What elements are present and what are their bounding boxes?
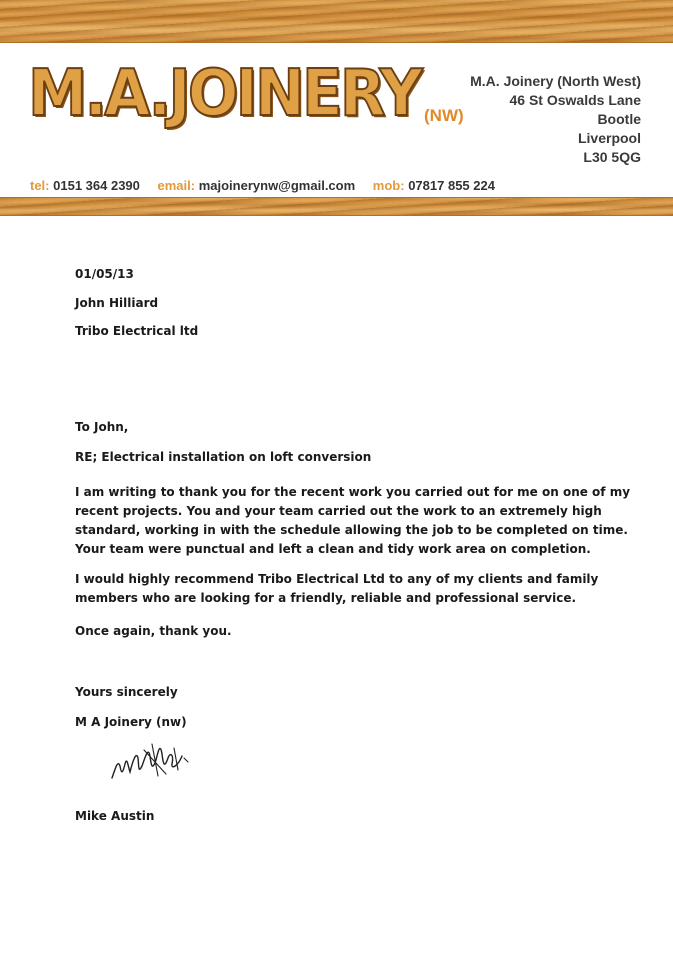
company-logo-suffix: (NW) xyxy=(424,106,464,125)
tel-value: 0151 364 2390 xyxy=(53,178,140,193)
letter-date: 01/05/13 xyxy=(75,267,134,281)
address-line: Bootle xyxy=(597,111,641,127)
company-address xyxy=(470,72,641,167)
closing: Yours sincerely xyxy=(75,685,178,699)
body-paragraph: I am writing to thank you for the recent work you carried out for me on one of my recent projects. You and your team carried out the work to an extremely high standard, working in with the schedule allowing the job to be completed on time. Your team were punctual and left a clean and tidy work area on completion. xyxy=(75,485,631,556)
email-label: email: xyxy=(157,178,196,193)
subject-line: RE; Electrical installation on loft conversion xyxy=(75,450,372,464)
address-line: Liverpool xyxy=(577,130,641,146)
mob-label: mob: xyxy=(372,178,405,193)
address-line: L30 5QG xyxy=(583,149,641,165)
address-line: M.A. Joinery (North West) xyxy=(470,73,641,89)
tel-label: tel: xyxy=(30,178,50,193)
letterhead-wood-banner-bottom xyxy=(0,197,673,216)
handwritten-signature xyxy=(108,736,192,786)
recipient-name: John Hilliard xyxy=(75,296,159,310)
sender-name: Mike Austin xyxy=(75,809,155,823)
salutation: To John, xyxy=(75,420,129,434)
sender-company: M A Joinery (nw) xyxy=(75,715,187,729)
address-line: 46 St Oswalds Lane xyxy=(509,92,641,108)
mob-value: 07817 855 224 xyxy=(408,178,495,193)
letterhead-wood-banner-top xyxy=(0,0,673,43)
recipient-company: Tribo Electrical ltd xyxy=(75,324,199,338)
email-value: majoinerynw@gmail.com xyxy=(198,178,356,193)
contact-line xyxy=(30,178,509,193)
company-logo: M.A.JOINERY xyxy=(28,57,420,131)
body-paragraph: I would highly recommend Tribo Electrical Ltd to any of my clients and family members who are looking for a friendly, reliable and professional service. xyxy=(75,572,599,605)
body-paragraph: Once again, thank you. xyxy=(75,624,232,638)
